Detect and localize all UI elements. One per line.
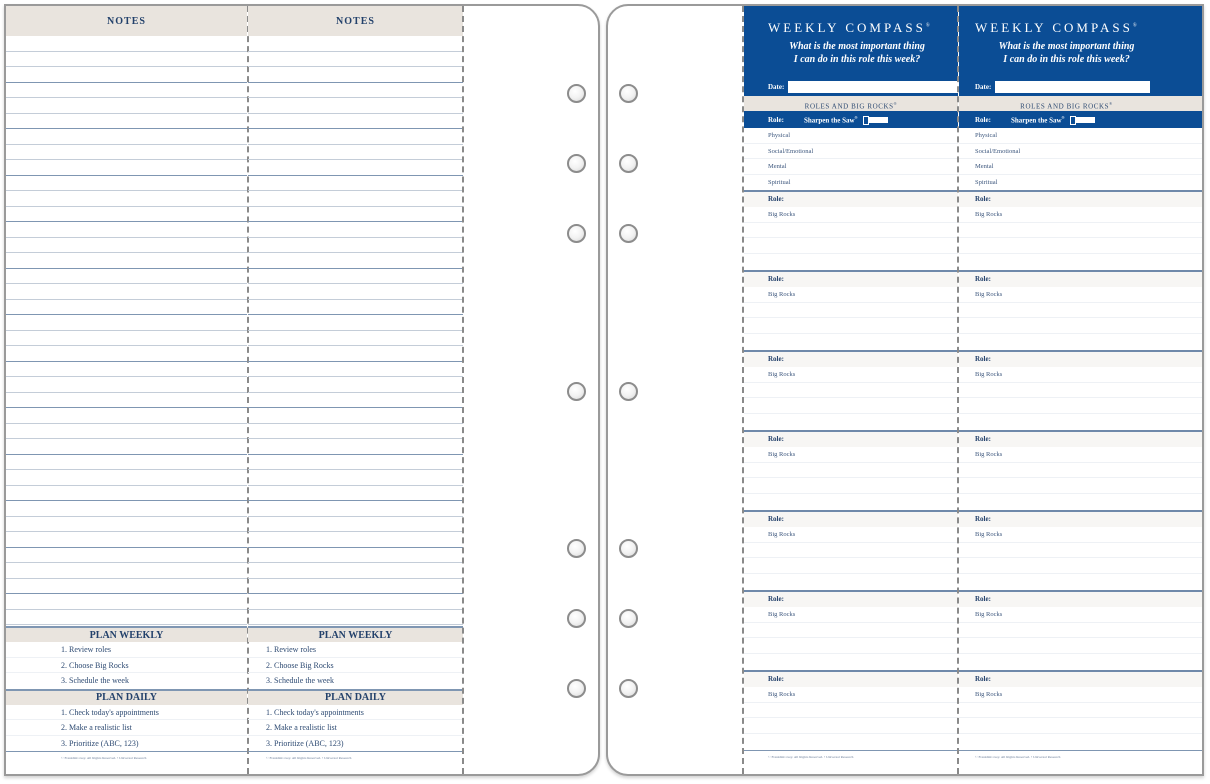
notes-ruled-line[interactable] [6,517,247,533]
big-rock-line[interactable] [744,703,958,719]
binder-hole [619,539,638,558]
date-field[interactable] [788,81,958,93]
big-rock-line[interactable] [744,734,958,750]
big-rock-line[interactable] [959,478,1202,494]
notes-ruled-line[interactable] [6,238,247,254]
saw-icon [863,117,888,123]
notes-ruled-line[interactable] [6,145,247,161]
notes-ruled-line[interactable] [248,300,463,316]
notes-ruled-line[interactable] [6,439,247,455]
notes-ruled-line[interactable] [248,393,463,409]
notes-ruled-line[interactable] [6,269,247,285]
notes-ruled-line[interactable] [6,191,247,207]
weekly-compass-column-2 [959,6,1202,775]
big-rock-line[interactable] [744,638,958,654]
plan-daily-item: 3. Prioritize (ABC, 123) [266,738,344,748]
notes-ruled-line[interactable] [6,36,247,52]
role-section [959,670,1202,750]
date-label: Date: [768,83,785,91]
notes-ruled-line[interactable] [248,331,463,347]
notes-ruled-line[interactable] [248,222,463,238]
notes-ruled-line[interactable] [6,160,247,176]
big-rocks-label[interactable]: Big Rocks [959,207,1202,223]
left-planner-page [4,4,600,776]
big-rock-line[interactable] [744,318,958,334]
plan-weekly-item: 2. Choose Big Rocks [248,658,463,674]
notes-ruled-line[interactable] [248,191,463,207]
roles-big-rocks-header: ROLES AND BIG ROCKS® [959,96,1202,111]
notes-ruled-line[interactable] [6,207,247,223]
big-rock-line[interactable] [744,654,958,670]
big-rock-line[interactable] [744,463,958,479]
role-label[interactable]: Role: [959,432,1202,447]
notes-ruled-line[interactable] [6,315,247,331]
notes-ruled-line[interactable] [248,439,463,455]
copyright-footer: © FranklinCovey. All Rights Reserved. • Universal Research [6,751,247,775]
notes-ruled-line[interactable] [6,284,247,300]
notes-ruled-line[interactable] [6,548,247,564]
saw-item-physical[interactable]: Physical [959,128,1202,144]
role-label[interactable]: Role: [959,352,1202,367]
plan-daily-item: 3. Prioritize (ABC, 123) [61,738,139,748]
role-section [959,590,1202,670]
copyright-footer: © FranklinCovey. All Rights Reserved. • Universal Research [959,750,1202,775]
binder-hole [567,382,586,401]
role-section [744,430,958,510]
date-row [768,81,958,93]
big-rock-line[interactable] [959,654,1202,670]
binder-hole [619,224,638,243]
role-label[interactable]: Role: [744,672,958,687]
role-label[interactable]: Role: [959,192,1202,207]
role-section [959,270,1202,350]
big-rock-line[interactable] [744,254,958,270]
notes-ruled-line[interactable] [6,300,247,316]
notes-ruled-line[interactable] [248,501,463,517]
notes-ruled-line[interactable] [248,346,463,362]
sharpen-saw-list [744,128,958,190]
big-rocks-label[interactable]: Big Rocks [959,687,1202,703]
big-rocks-label[interactable]: Big Rocks [959,367,1202,383]
big-rock-line[interactable] [959,494,1202,510]
big-rock-line[interactable] [959,318,1202,334]
compass-title: WEEKLY COMPASS® [975,20,1137,35]
big-rock-line[interactable] [744,414,958,430]
role-section [744,350,958,430]
role-label[interactable]: Role: [959,512,1202,527]
plan-weekly-item: 3. Schedule the week [61,676,129,685]
plan-daily-item: 1. Check today's appointments [248,705,463,721]
notes-ruled-line[interactable] [248,548,463,564]
saw-item-mental[interactable]: Mental [959,159,1202,175]
plan-weekly-section [6,626,247,689]
notes-header: NOTES [6,6,247,36]
plan-daily-item: 2. Make a realistic list [248,720,463,736]
notes-ruled-line[interactable] [248,176,463,192]
big-rock-line[interactable] [744,543,958,559]
saw-item-mental[interactable]: Mental [744,159,958,175]
notes-ruled-line[interactable] [248,52,463,68]
notes-ruled-line[interactable] [248,207,463,223]
date-row [975,81,1150,93]
notes-lines[interactable] [6,36,247,626]
big-rocks-label[interactable]: Big Rocks [959,527,1202,543]
plan-weekly-item: 1. Review roles [248,642,463,658]
big-rock-line[interactable] [744,223,958,239]
plan-weekly-title: PLAN WEEKLY [6,626,247,642]
big-rock-line[interactable] [959,623,1202,639]
notes-ruled-line[interactable] [6,331,247,347]
big-rock-line[interactable] [959,734,1202,750]
notes-ruled-line[interactable] [248,455,463,471]
big-rock-line[interactable] [744,494,958,510]
saw-icon [1070,117,1095,123]
role-section [959,510,1202,590]
notes-ruled-line[interactable] [6,470,247,486]
plan-weekly-item: 2. Choose Big Rocks [6,658,247,674]
notes-ruled-line[interactable] [248,145,463,161]
notes-ruled-line[interactable] [248,362,463,378]
copyright-footer: © FranklinCovey. All Rights Reserved. • Universal Research [744,750,958,775]
role-label[interactable]: Role: [744,432,958,447]
role-label[interactable]: Role: [744,592,958,607]
notes-ruled-line[interactable] [6,486,247,502]
binder-hole [619,84,638,103]
compass-question: What is the most important thing I can do in this role this week? [789,41,925,65]
notes-ruled-line[interactable] [6,408,247,424]
binder-hole [567,154,586,173]
role-label[interactable]: Role: [744,352,958,367]
roles-list [959,190,1202,750]
notes-ruled-line[interactable] [248,424,463,440]
big-rock-line[interactable] [959,558,1202,574]
notes-ruled-line[interactable] [6,362,247,378]
notes-ruled-line[interactable] [6,455,247,471]
sharpen-saw-row: Role: Sharpen the Saw® [959,111,1202,128]
notes-column-2 [248,6,463,775]
role-section [959,430,1202,510]
notes-ruled-line[interactable] [248,610,463,626]
role-label[interactable]: Role: [959,672,1202,687]
plan-daily-title: PLAN DAILY [6,689,247,705]
big-rocks-label[interactable]: Big Rocks [744,687,958,703]
big-rock-line[interactable] [744,558,958,574]
big-rock-line[interactable] [959,383,1202,399]
big-rock-line[interactable] [744,238,958,254]
big-rock-line[interactable] [959,223,1202,239]
binder-hole [567,679,586,698]
role-section [744,590,958,670]
notes-ruled-line[interactable] [248,532,463,548]
notes-ruled-line[interactable] [6,563,247,579]
binder-hole [619,154,638,173]
plan-weekly-section [248,626,463,689]
plan-daily-item: 2. Make a realistic list [6,720,247,736]
big-rock-line[interactable] [744,398,958,414]
notes-ruled-line[interactable] [6,532,247,548]
role-label[interactable]: Role: [744,192,958,207]
big-rock-line[interactable] [744,334,958,350]
notes-ruled-line[interactable] [248,594,463,610]
notes-ruled-line[interactable] [248,238,463,254]
compass-question: What is the most important thing I can do in this role this week? [998,41,1135,65]
notes-ruled-line[interactable] [248,579,463,595]
notes-ruled-line[interactable] [248,253,463,269]
notes-ruled-line[interactable] [248,408,463,424]
big-rocks-label[interactable]: Big Rocks [744,367,958,383]
notes-ruled-line[interactable] [6,83,247,99]
big-rocks-label[interactable]: Big Rocks [959,447,1202,463]
saw-item-spiritual[interactable]: Spiritual [768,178,791,186]
notes-ruled-line[interactable] [6,424,247,440]
notes-ruled-line[interactable] [6,393,247,409]
big-rock-line[interactable] [744,623,958,639]
binder-hole [567,84,586,103]
role-label[interactable]: Role: [744,512,958,527]
big-rock-line[interactable] [959,638,1202,654]
notes-ruled-line[interactable] [248,36,463,52]
big-rock-line[interactable] [959,238,1202,254]
notes-ruled-line[interactable] [248,563,463,579]
notes-ruled-line[interactable] [248,83,463,99]
notes-ruled-line[interactable] [6,98,247,114]
role-section [959,190,1202,270]
notes-ruled-line[interactable] [6,114,247,130]
saw-item-social[interactable]: Social/Emotional [744,144,958,160]
notes-ruled-line[interactable] [248,486,463,502]
roles-list [744,190,958,750]
big-rock-line[interactable] [959,398,1202,414]
copyright-footer: © FranklinCovey. All Rights Reserved. • Universal Research [248,751,463,775]
notes-column-1 [6,6,247,775]
big-rocks-label[interactable]: Big Rocks [744,287,958,303]
compass-title: WEEKLY COMPASS® [768,20,930,35]
date-field[interactable] [995,81,1150,93]
binder-hole [567,224,586,243]
big-rocks-label[interactable]: Big Rocks [959,287,1202,303]
big-rocks-label[interactable]: Big Rocks [744,447,958,463]
binder-hole [567,609,586,628]
plan-weekly-item: 1. Review roles [6,642,247,658]
role-section [744,670,958,750]
notes-ruled-line[interactable] [6,594,247,610]
notes-header: NOTES [248,6,463,36]
notes-ruled-line[interactable] [248,377,463,393]
notes-ruled-line[interactable] [248,160,463,176]
role-section [744,190,958,270]
notes-ruled-line[interactable] [6,176,247,192]
big-rock-line[interactable] [744,383,958,399]
saw-item-social[interactable]: Social/Emotional [959,144,1202,160]
notes-ruled-line[interactable] [248,98,463,114]
plan-daily-section [6,689,247,752]
notes-ruled-line[interactable] [248,517,463,533]
big-rocks-label[interactable]: Big Rocks [959,607,1202,623]
notes-ruled-line[interactable] [248,284,463,300]
role-section [744,270,958,350]
compass-header [744,6,958,96]
notes-ruled-line[interactable] [248,470,463,486]
big-rocks-label[interactable]: Big Rocks [744,207,958,223]
notes-ruled-line[interactable] [6,579,247,595]
big-rock-line[interactable] [744,478,958,494]
date-label: Date: [975,83,992,91]
plan-daily-item: 1. Check today's appointments [6,705,247,721]
notes-ruled-line[interactable] [248,67,463,83]
big-rock-line[interactable] [959,414,1202,430]
notes-ruled-line[interactable] [248,315,463,331]
roles-big-rocks-header: ROLES AND BIG ROCKS® [744,96,958,111]
big-rock-line[interactable] [959,463,1202,479]
big-rock-line[interactable] [959,334,1202,350]
big-rocks-label[interactable]: Big Rocks [744,527,958,543]
saw-item-spiritual[interactable]: Spiritual [975,178,998,186]
weekly-compass-column-1 [744,6,958,775]
right-planner-page [606,4,1204,776]
big-rock-line[interactable] [744,718,958,734]
sharpen-saw-list [959,128,1202,190]
notes-ruled-line[interactable] [248,114,463,130]
perforation-line [462,6,464,774]
binder-hole [619,679,638,698]
big-rock-line[interactable] [959,254,1202,270]
sharpen-saw-row: Role: Sharpen the Saw® [744,111,958,128]
notes-ruled-line[interactable] [248,269,463,285]
notes-ruled-line[interactable] [6,222,247,238]
notes-ruled-line[interactable] [6,346,247,362]
big-rock-line[interactable] [959,543,1202,559]
role-section [959,350,1202,430]
notes-ruled-line[interactable] [6,52,247,68]
big-rock-line[interactable] [744,574,958,590]
plan-weekly-item: 3. Schedule the week [266,676,334,685]
compass-header [959,6,1202,96]
big-rock-line[interactable] [959,703,1202,719]
plan-daily-section [248,689,463,752]
big-rocks-label[interactable]: Big Rocks [744,607,958,623]
notes-ruled-line[interactable] [6,377,247,393]
binder-hole [567,539,586,558]
big-rock-line[interactable] [959,303,1202,319]
notes-lines[interactable] [248,36,463,626]
plan-weekly-title: PLAN WEEKLY [248,626,463,642]
big-rock-line[interactable] [959,718,1202,734]
role-label[interactable]: Role: [959,592,1202,607]
big-rock-line[interactable] [744,303,958,319]
notes-ruled-line[interactable] [6,67,247,83]
notes-ruled-line[interactable] [6,253,247,269]
saw-item-physical[interactable]: Physical [744,128,958,144]
notes-ruled-line[interactable] [6,501,247,517]
notes-ruled-line[interactable] [6,610,247,626]
role-section [744,510,958,590]
binder-hole [619,609,638,628]
binder-hole [619,382,638,401]
role-label[interactable]: Role: [744,272,958,287]
big-rock-line[interactable] [959,574,1202,590]
plan-daily-title: PLAN DAILY [248,689,463,705]
notes-ruled-line[interactable] [248,129,463,145]
role-label[interactable]: Role: [959,272,1202,287]
notes-ruled-line[interactable] [6,129,247,145]
